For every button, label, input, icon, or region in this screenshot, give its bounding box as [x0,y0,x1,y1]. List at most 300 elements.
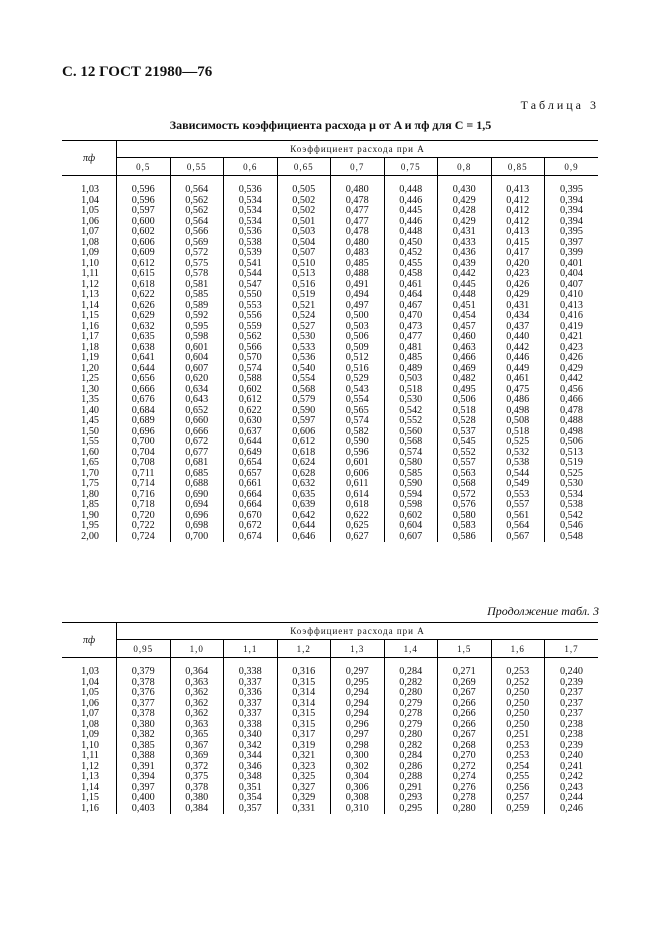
coefficient-cell: 0,446 [384,217,438,228]
coefficient-cell: 0,585 [170,290,224,301]
coefficient-cell: 0,338 [224,720,278,731]
coefficient-cell: 0,589 [170,301,224,312]
coefficient-cell: 0,596 [117,196,171,207]
coefficient-cell: 0,518 [491,427,545,438]
pi-column-header: πф [62,141,117,176]
coefficient-cell: 0,282 [384,741,438,752]
column-header: 0,65 [277,158,331,176]
pi-value-cell: 1,65 [81,457,99,468]
coefficient-cell: 0,498 [491,406,545,417]
pi-value-cell: 2,00 [81,530,99,542]
coefficient-cell: 0,357 [224,804,278,815]
coefficient-cell: 0,242 [545,772,599,783]
coefficient-cell: 0,255 [491,772,545,783]
coefficient-cell: 0,624 [277,458,331,469]
coefficient-cell: 0,601 [331,458,385,469]
coefficient-cell: 0,280 [384,688,438,699]
coefficient-cell: 0,413 [491,176,545,196]
coefficient-cell: 0,420 [491,259,545,270]
coefficient-cell: 0,478 [331,196,385,207]
coefficient-cell: 0,554 [331,395,385,406]
coefficient-cell: 0,685 [170,469,224,480]
coefficient-cell: 0,238 [545,720,599,731]
coefficient-cell: 0,415 [491,238,545,249]
coefficient-cell: 0,372 [170,762,224,773]
coefficient-cell: 0,700 [170,532,224,543]
coefficient-cell: 0,445 [384,206,438,217]
coefficient-cell: 0,604 [170,353,224,364]
coefficient-cell: 0,572 [438,490,492,501]
coefficient-cell: 0,271 [438,658,492,678]
coefficient-cell: 0,534 [224,217,278,228]
coefficient-cell: 0,331 [277,804,331,815]
coefficient-cell: 0,547 [224,280,278,291]
coefficient-cell: 0,295 [331,678,385,689]
coefficient-cell: 0,237 [545,709,599,720]
coefficient-cell: 0,344 [224,751,278,762]
coefficient-cell: 0,237 [545,699,599,710]
coefficient-cell: 0,538 [545,500,599,511]
table-row [62,730,598,741]
coefficient-cell: 0,567 [491,532,545,543]
coefficient-cell: 0,628 [277,469,331,480]
coefficient-cell: 0,503 [331,322,385,333]
coefficient-cell: 0,575 [170,259,224,270]
coefficient-cell: 0,594 [384,490,438,501]
coefficient-cell: 0,477 [384,332,438,343]
coefficient-cell: 0,503 [277,227,331,238]
coefficient-cell: 0,607 [384,532,438,543]
coefficient-cell: 0,391 [117,762,171,773]
coefficient-cell: 0,638 [117,343,171,354]
table-row [62,772,598,783]
coefficient-cell: 0,722 [117,521,171,532]
coefficient-cell: 0,602 [384,511,438,522]
pi-value-cell: 1,85 [81,499,99,510]
coefficient-cell: 0,363 [170,678,224,689]
coefficient-cell: 0,256 [491,783,545,794]
coefficient-cell: 0,351 [224,783,278,794]
coefficient-cell: 0,394 [117,772,171,783]
coefficient-cell: 0,384 [170,804,224,815]
coefficient-cell: 0,433 [438,238,492,249]
coefficient-cell: 0,272 [438,762,492,773]
column-header: 0,9 [545,158,599,176]
coefficient-cell: 0,724 [117,532,171,543]
coefficient-cell: 0,488 [331,269,385,280]
coefficient-cell: 0,457 [438,322,492,333]
pi-value-cell: 1,06 [81,215,99,227]
coefficient-cell: 0,250 [491,720,545,731]
coefficient-cell: 0,395 [545,176,599,196]
pi-value-cell: 1,03 [81,184,99,195]
coefficient-cell: 0,519 [277,290,331,301]
coefficient-cell: 0,365 [170,730,224,741]
coefficient-cell: 0,611 [331,479,385,490]
coefficient-cell: 0,314 [277,688,331,699]
coefficient-cell: 0,548 [545,532,599,543]
coefficient-cell: 0,674 [224,532,278,543]
coefficient-cell: 0,388 [117,751,171,762]
table-row [62,500,598,511]
coefficient-cell: 0,378 [170,783,224,794]
pi-value-cell: 1,75 [81,478,99,489]
coefficient-cell: 0,615 [117,269,171,280]
coefficient-cell: 0,546 [545,521,599,532]
coefficient-cell: 0,266 [438,709,492,720]
coefficient-cell: 0,354 [224,793,278,804]
coefficient-cell: 0,714 [117,479,171,490]
coefficient-cell: 0,536 [224,227,278,238]
column-header: 0,7 [331,158,385,176]
table-row [62,311,598,322]
coefficient-cell: 0,456 [545,385,599,396]
coefficient-cell: 0,598 [170,332,224,343]
coefficient-cell: 0,362 [170,699,224,710]
coefficient-cell: 0,478 [331,227,385,238]
coefficient-cell: 0,536 [277,353,331,364]
coefficient-cell: 0,629 [117,311,171,322]
coefficient-cell: 0,549 [491,479,545,490]
coefficient-cell: 0,288 [384,772,438,783]
coefficient-cell: 0,643 [170,395,224,406]
coefficient-cell: 0,363 [170,720,224,731]
pi-value-cell: 1,18 [81,341,99,353]
coefficient-cell: 0,362 [170,709,224,720]
coefficient-cell: 0,448 [384,227,438,238]
coefficient-cell: 0,716 [117,490,171,501]
coefficient-cell: 0,512 [331,353,385,364]
coefficient-cell: 0,559 [224,322,278,333]
coefficient-cell: 0,367 [170,741,224,752]
coefficient-cell: 0,394 [545,217,599,228]
coefficient-cell: 0,649 [224,448,278,459]
coefficient-cell: 0,639 [277,500,331,511]
coefficient-cell: 0,618 [117,280,171,291]
pi-value-cell: 1,17 [81,331,99,342]
coefficient-cell: 0,537 [438,427,492,438]
coefficient-cell: 0,483 [331,248,385,259]
coefficient-cell: 0,423 [491,269,545,280]
coefficient-cell: 0,253 [491,751,545,762]
coefficient-cell: 0,397 [545,238,599,249]
table-row [62,332,598,343]
coefficient-cell: 0,464 [384,290,438,301]
coefficient-cell: 0,488 [545,416,599,427]
coefficient-cell: 0,426 [491,280,545,291]
coefficient-cell: 0,431 [491,301,545,312]
coefficient-cell: 0,491 [331,280,385,291]
table-row [62,206,598,217]
coefficient-cell: 0,696 [117,427,171,438]
pi-value-cell: 1,13 [81,771,99,782]
table-row [62,688,598,699]
page-header: С. 12 ГОСТ 21980—76 [62,64,213,80]
coefficient-cell: 0,565 [331,406,385,417]
table-row [62,804,598,815]
coefficient-cell: 0,644 [277,521,331,532]
column-header: 0,55 [170,158,224,176]
coefficient-cell: 0,362 [170,688,224,699]
pi-value-cell: 1,10 [81,257,99,269]
coefficient-cell: 0,525 [491,437,545,448]
coefficient-cell: 0,455 [384,259,438,270]
coefficient-cell: 0,482 [438,374,492,385]
coefficient-cell: 0,580 [384,458,438,469]
coefficient-cell: 0,297 [331,658,385,678]
coefficient-cell: 0,534 [545,490,599,501]
coefficient-cell: 0,294 [331,699,385,710]
coefficient-cell: 0,541 [224,259,278,270]
coefficient-cell: 0,429 [545,364,599,375]
coefficient-cell: 0,562 [170,206,224,217]
coefficient-cell: 0,572 [170,248,224,259]
coefficient-cell: 0,475 [491,385,545,396]
coefficient-cell: 0,463 [438,343,492,354]
coefficient-cell: 0,382 [117,730,171,741]
table-row [62,658,598,678]
coefficient-cell: 0,403 [117,804,171,815]
coefficient-cell: 0,237 [545,688,599,699]
coefficient-cell: 0,510 [277,259,331,270]
coefficient-cell: 0,495 [438,385,492,396]
coefficient-cell: 0,525 [545,469,599,480]
pi-value-cell: 1,03 [81,666,99,677]
pi-value-cell: 1,07 [81,708,99,719]
coefficient-cell: 0,481 [384,343,438,354]
coefficient-cell: 0,521 [277,301,331,312]
coefficient-cell: 0,564 [170,176,224,196]
coefficient-cell: 0,477 [331,217,385,228]
coefficient-cell: 0,448 [438,290,492,301]
coefficient-cell: 0,239 [545,741,599,752]
table-row [62,458,598,469]
coefficient-cell: 0,502 [277,196,331,207]
coefficient-cell: 0,544 [224,269,278,280]
coefficient-cell: 0,672 [170,437,224,448]
coefficient-cell: 0,416 [545,311,599,322]
coefficient-cell: 0,550 [224,290,278,301]
coefficient-cell: 0,711 [117,469,171,480]
coefficient-cell: 0,269 [438,678,492,689]
coefficient-cell: 0,325 [277,772,331,783]
coefficient-cell: 0,321 [277,751,331,762]
coefficient-cell: 0,348 [224,772,278,783]
coefficient-cell: 0,278 [384,709,438,720]
pi-value-cell: 1,25 [81,373,99,384]
coefficient-cell: 0,597 [277,416,331,427]
coefficient-cell: 0,337 [224,678,278,689]
pi-value-cell: 1,13 [81,289,99,300]
coefficient-cell: 0,377 [117,699,171,710]
coefficient-cell: 0,560 [384,427,438,438]
coefficient-cell: 0,516 [331,364,385,375]
coefficient-cell: 0,430 [438,176,492,196]
coefficient-cell: 0,542 [384,406,438,417]
coefficient-cell: 0,506 [331,332,385,343]
coefficient-cell: 0,626 [117,301,171,312]
coefficient-cell: 0,568 [384,437,438,448]
coefficient-cell: 0,637 [224,427,278,438]
coefficient-cell: 0,642 [277,511,331,522]
pi-value-cell: 1,30 [81,383,99,395]
coefficient-cell: 0,413 [491,227,545,238]
coefficient-cell: 0,240 [545,751,599,762]
table-row [62,709,598,720]
coefficient-cell: 0,280 [384,730,438,741]
coefficient-cell: 0,612 [117,259,171,270]
coefficient-cell: 0,274 [438,772,492,783]
coefficient-cell: 0,666 [117,385,171,396]
coefficient-cell: 0,532 [491,448,545,459]
coefficient-cell: 0,689 [117,416,171,427]
coefficient-cell: 0,394 [545,196,599,207]
coefficient-cell: 0,688 [170,479,224,490]
coefficient-cell: 0,670 [224,511,278,522]
coefficient-cell: 0,239 [545,678,599,689]
coefficient-cell: 0,323 [277,762,331,773]
coefficient-cell: 0,442 [491,343,545,354]
coefficient-cell: 0,646 [277,532,331,543]
coefficient-cell: 0,429 [438,196,492,207]
coefficient-cell: 0,410 [545,290,599,301]
coefficient-cell: 0,485 [384,353,438,364]
coefficient-cell: 0,506 [438,395,492,406]
coefficient-cell: 0,609 [117,248,171,259]
coefficient-cell: 0,346 [224,762,278,773]
pi-value-cell: 1,05 [81,205,99,216]
coefficient-cell: 0,310 [331,804,385,815]
coefficient-cell: 0,284 [384,751,438,762]
coefficient-cell: 0,268 [438,741,492,752]
coefficient-cell: 0,280 [438,804,492,815]
coefficient-cell: 0,632 [277,479,331,490]
coefficient-cell: 0,590 [331,437,385,448]
coefficient-cell: 0,428 [438,206,492,217]
coefficient-cell: 0,266 [438,699,492,710]
pi-value-cell: 1,55 [81,436,99,447]
coefficient-cell: 0,461 [491,374,545,385]
coefficient-cell: 0,660 [170,416,224,427]
coefficient-cell: 0,489 [384,364,438,375]
coefficient-cell: 0,378 [117,678,171,689]
coefficient-cell: 0,570 [224,353,278,364]
coefficient-cell: 0,534 [224,196,278,207]
coefficient-cell: 0,553 [224,301,278,312]
table-row [62,416,598,427]
coefficient-cell: 0,612 [224,395,278,406]
coefficient-cell: 0,598 [384,500,438,511]
coefficient-cell: 0,473 [384,322,438,333]
coefficient-table-2 [62,622,598,814]
coefficient-cell: 0,563 [438,469,492,480]
coefficient-cell: 0,293 [384,793,438,804]
coefficient-cell: 0,267 [438,688,492,699]
coefficient-cell: 0,684 [117,406,171,417]
coefficient-cell: 0,614 [331,490,385,501]
coefficient-cell: 0,246 [545,804,599,815]
coefficient-cell: 0,442 [545,374,599,385]
coefficient-cell: 0,632 [117,322,171,333]
coefficient-cell: 0,622 [117,290,171,301]
coefficient-cell: 0,597 [117,206,171,217]
coefficient-cell: 0,445 [438,280,492,291]
coefficient-cell: 0,315 [277,709,331,720]
coefficient-cell: 0,250 [491,688,545,699]
coefficient-cell: 0,592 [170,311,224,322]
coefficient-cell: 0,306 [331,783,385,794]
pi-value-cell: 1,80 [81,488,99,500]
coefficient-cell: 0,566 [224,343,278,354]
column-header: 0,6 [224,158,278,176]
coefficient-cell: 0,315 [277,720,331,731]
coefficient-cell: 0,652 [170,406,224,417]
coefficient-cell: 0,497 [331,301,385,312]
table-title: Зависимость коэффициента расхода μ от A и πф для C = 1,5 [169,118,492,132]
coefficient-cell: 0,625 [331,521,385,532]
column-header: 0,85 [491,158,545,176]
coefficient-cell: 0,588 [224,374,278,385]
pi-value-cell: 1,16 [81,320,99,332]
column-header: 1,1 [224,640,278,658]
pi-value-cell: 1,20 [81,362,99,374]
coefficient-cell: 0,449 [491,364,545,375]
pi-value-cell: 1,95 [81,520,99,531]
coefficient-cell: 0,518 [438,406,492,417]
coefficient-cell: 0,279 [384,699,438,710]
coefficient-cell: 0,664 [224,500,278,511]
coefficient-cell: 0,451 [438,301,492,312]
coefficient-cell: 0,505 [277,176,331,196]
pi-value-cell: 1,70 [81,467,99,479]
coefficient-cell: 0,316 [277,658,331,678]
coefficient-cell: 0,676 [117,395,171,406]
coefficient-cell: 0,413 [545,301,599,312]
coefficient-cell: 0,460 [438,332,492,343]
coefficient-cell: 0,276 [438,783,492,794]
pi-value-cell: 1,35 [81,394,99,405]
coefficient-cell: 0,375 [170,772,224,783]
coefficient-cell: 0,700 [117,437,171,448]
coefficient-cell: 0,618 [277,448,331,459]
coefficient-cell: 0,452 [384,248,438,259]
table-row [62,269,598,280]
coefficient-cell: 0,634 [170,385,224,396]
coefficient-cell: 0,486 [491,395,545,406]
coefficient-cell: 0,530 [277,332,331,343]
coefficient-cell: 0,417 [491,248,545,259]
coefficient-cell: 0,524 [277,311,331,322]
pi-value-cell: 1,90 [81,509,99,521]
coefficient-cell: 0,544 [491,469,545,480]
coefficient-cell: 0,708 [117,458,171,469]
coefficient-cell: 0,596 [117,176,171,196]
coefficient-cell: 0,672 [224,521,278,532]
column-header: 0,95 [133,643,154,654]
coefficient-cell: 0,431 [438,227,492,238]
coefficient-cell: 0,304 [331,772,385,783]
coefficient-cell: 0,296 [331,720,385,731]
coefficient-cell: 0,574 [224,364,278,375]
coefficient-cell: 0,440 [491,332,545,343]
coefficient-cell: 0,564 [491,521,545,532]
coefficient-cell: 0,501 [277,217,331,228]
coefficient-cell: 0,661 [224,479,278,490]
coefficient-cell: 0,576 [438,500,492,511]
coefficient-cell: 0,557 [438,458,492,469]
coefficient-cell: 0,426 [545,353,599,364]
coefficient-cell: 0,308 [331,793,385,804]
